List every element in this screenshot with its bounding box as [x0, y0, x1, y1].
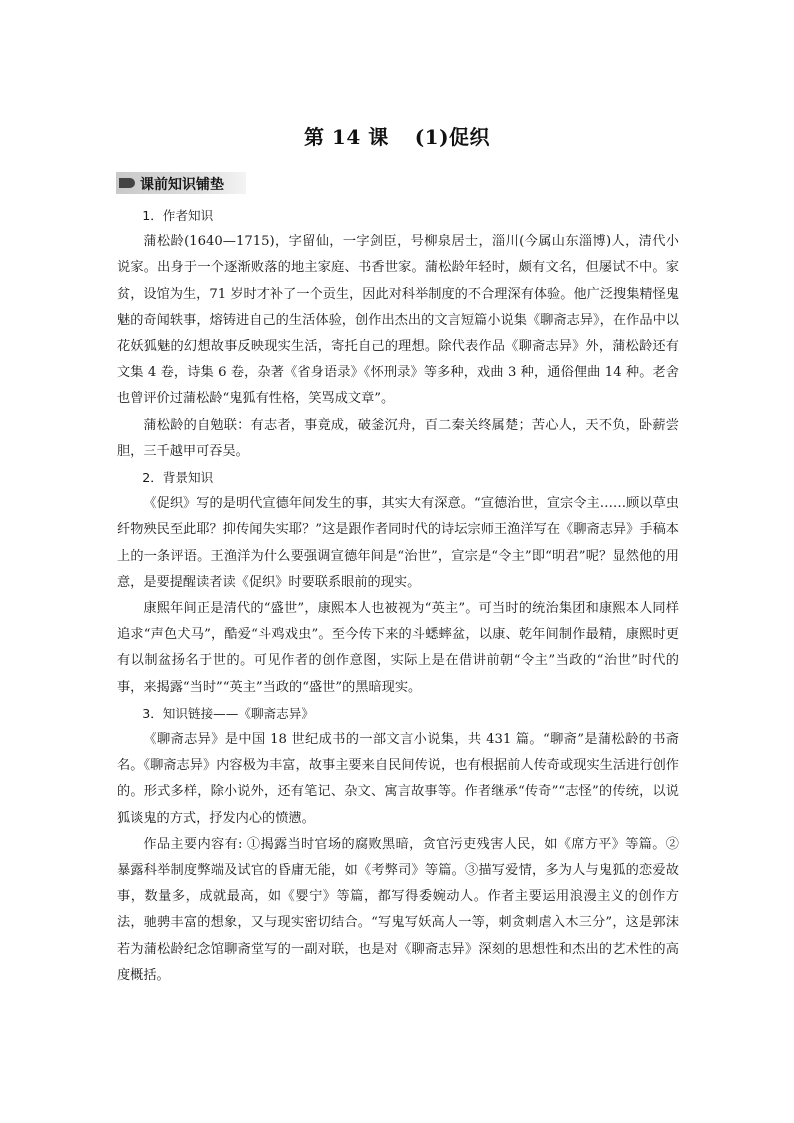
paragraph: 蒲松龄(1640—1715)，字留仙，一字剑臣，号柳泉居士，淄川(今属山东淄博)人，清代小说家。出身于一个逐渐败落的地主家庭、书香世家。蒲松龄年轻时，颇有文名，但屡试不中。家贫，设馆为生，71 岁时才补了一个贡生，因此对科举制度的不合理深有体验。他广泛搜集精怪鬼魅的奇闻轶事，熔铸进自己的生活体验，创作出杰出的文言短篇小说集《聊斋志异》，在作品中以花妖狐魅的幻想故事反映现实生活，寄托自己的理想。除代表作品《聊斋志异》外，蒲松龄还有文集 4 卷，诗集 6 卷，杂著《省身语录》《怀刑录》等多种，戏曲 3 种，通俗俚曲 14 种。老舍也曾评价过蒲松龄“鬼狐有性格，笑骂成文章”。 [117, 234, 679, 407]
paragraph: 康熙年间正是清代的“盛世”，康熙本人也被视为“英主”。可当时的统治集团和康熙本人同样追求“声色犬马”，酷爱“斗鸡戏虫”。至今传下来的斗蟋蟀盆，以康、乾年间制作最精，康熙时更有以制盆扬名于世的。可见作者的创作意图，实际上是在借讲前朝“令主”当政的“治世”时代的事，来揭露“当时”“英主”当政的“盛世”的黑暗现实。 [117, 601, 679, 695]
section-banner [116, 172, 246, 194]
page-title [0, 121, 794, 150]
paragraph: 《促织》写的是明代宣德年间发生的事，其实大有深意。“宣德治世，宣宗令主……顾以草虫纤物殃民至此耶？抑传闻失实耶？”这是跟作者同时代的诗坛宗师王渔洋写在《聊斋志异》手稿本上的一条评语。王渔洋为什么要强调宣德年间是“治世”，宣宗是“令主”即“明君”呢？显然他的用意，是要提醒读者读《促织》时要联系眼前的现实。 [117, 496, 679, 590]
paragraph: 《聊斋志异》是中国 18 世纪成书的一部文言小说集，共 431 篇。“聊斋”是蒲松龄的书斋名。《聊斋志异》内容极为丰富，故事主要来自民间传说，也有根据前人传奇或现实生活进行创作的。形式多样，除小说外，还有笔记、杂文、寓言故事等。作者继承“传奇”“志怪”的传统，以说狐谈鬼的方式，抒发内心的愤懑。 [117, 732, 679, 826]
lesson-number: 第 14 课 [303, 125, 389, 149]
lesson-name: (1)促织 [414, 125, 491, 149]
banner-tag-icon [119, 178, 135, 188]
paragraph: 蒲松龄的自勉联：有志者，事竟成，破釜沉舟，百二秦关终属楚；苦心人，天不负，卧薪尝胆，三千越甲可吞吴。 [117, 417, 679, 459]
section-heading: 2．背景知识 [142, 470, 214, 486]
document-body [117, 203, 679, 989]
section-heading: 3．知识链接——《聊斋志异》 [142, 705, 314, 721]
section-heading: 1．作者知识 [142, 208, 214, 223]
paragraph: 作品主要内容有: ①揭露当时官场的腐败黑暗，贪官污吏残害人民，如《席方平》等篇。②暴露科举制度弊端及试官的昏庸无能，如《考弊司》等篇。③描写爱情，多为人与鬼狐的恋爱故事，数量多，成就最高，如《婴宁》等篇，都写得委婉动人。作者主要运用浪漫主义的创作方法，驰骋丰富的想象，又与现实密切结合。“写鬼写妖高人一等，刺贪刺虐入木三分”，这是郭沫若为蒲松龄纪念馆聊斋堂写的一副对联，也是对《聊斋志异》深刻的思想性和杰出的艺术性的高度概括。 [117, 836, 679, 983]
section-label: 课前知识铺垫 [140, 177, 224, 193]
